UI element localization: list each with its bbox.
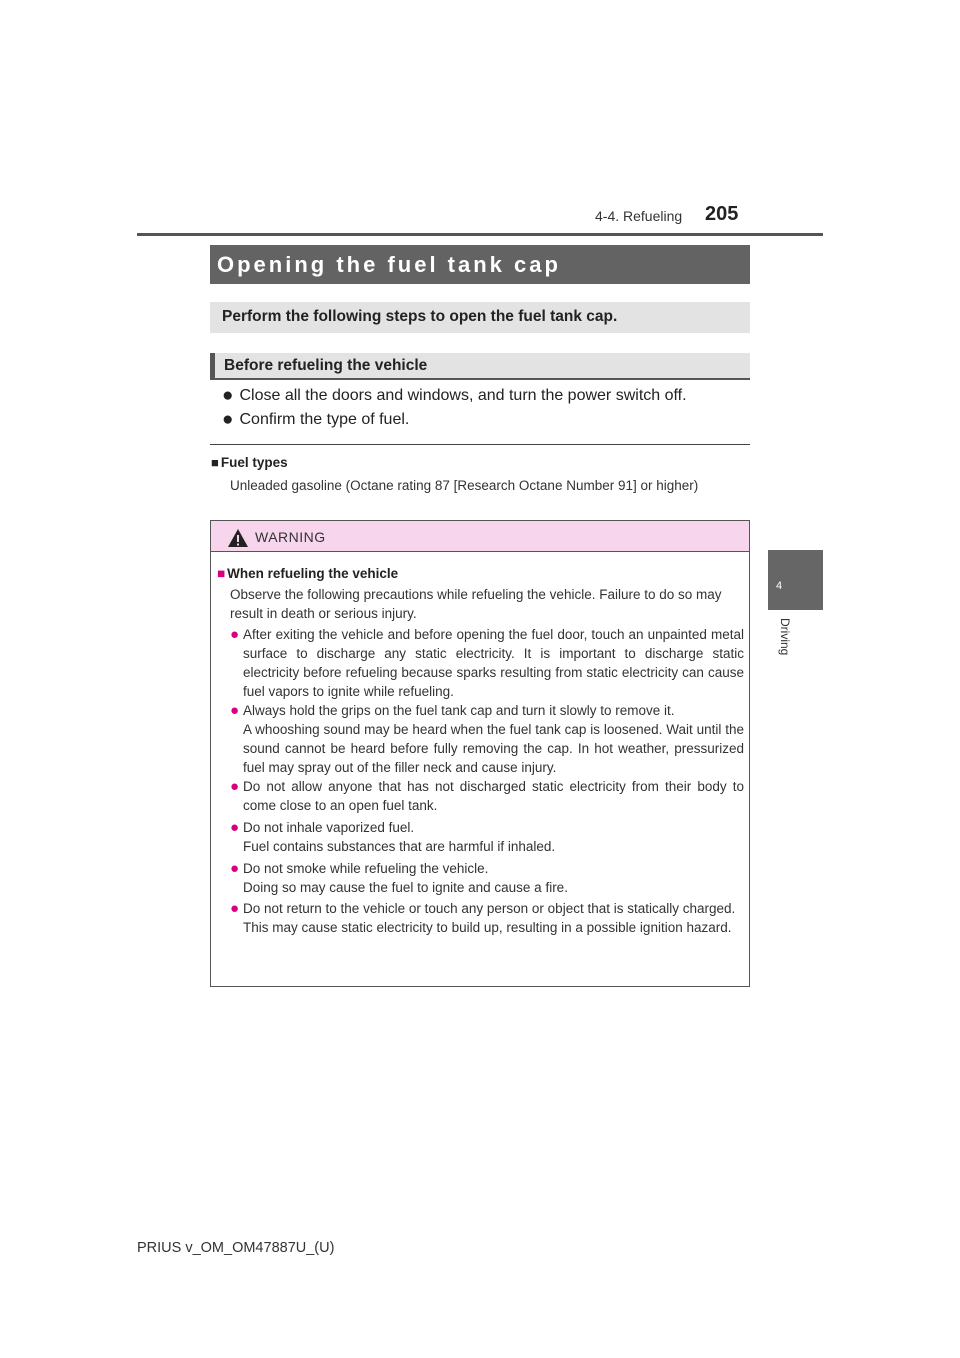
bullet-dot-icon: ● [230,819,240,836]
header-section: 4-4. Refueling [595,208,683,224]
header-rule [137,233,823,236]
warning-triangle-icon [227,528,249,548]
bullet-dot-icon: ● [230,778,240,795]
warning-label: WARNING [255,529,326,545]
bullet-dot-icon: ● [222,409,234,430]
bullet-dot-icon: ● [222,385,234,406]
warning-item: ● Do not smoke while refueling the vehicle. Doing so may cause the fuel to ignite and cause a fire. [230,860,568,895]
page-title: Opening the fuel tank cap [210,245,750,284]
bullet-dot-icon: ● [230,860,240,877]
bullet-text: Confirm the type of fuel. [239,410,410,428]
warning-heading: ■ When refueling the vehicle [217,566,399,581]
square-bullet-icon: ■ [217,566,226,581]
square-bullet-icon: ■ [211,455,219,470]
page-number: 205 [705,203,739,225]
warning-box [210,520,750,987]
warning-intro: Observe the following precautions while refueling the vehicle. Failure to do so may result in death or serious injury. [230,587,722,621]
subheading: Before refueling the vehicle [210,353,750,380]
warning-bar [211,521,749,552]
warning-item: ● Do not allow anyone that has not discharged static electricity from their body to come close to an open fuel tank. [230,778,744,813]
bullet-dot-icon: ● [230,626,240,643]
bullet-item [222,410,409,429]
section-divider [210,444,750,445]
bullet-dot-icon: ● [230,900,240,917]
fuel-types-text: Unleaded gasoline (Octane rating 87 [Research Octane Number 91] or higher) [230,478,699,493]
bullet-dot-icon: ● [230,702,240,719]
side-tab-number: 4 [776,580,783,592]
warning-item: ● Do not return to the vehicle or touch any person or object that is statically charged. This may cause static electricity to build up, resulting in a possible ignition hazard. [230,900,736,935]
footer-doc-id: PRIUS v_OM_OM47887U_(U) [137,1240,335,1256]
fuel-types-heading: ■ Fuel types [211,455,288,470]
intro-box: Perform the following steps to open the fuel tank cap. [210,302,750,333]
warning-item: ● After exiting the vehicle and before opening the fuel door, touch an unpainted metal surface to discharge any static electricity. It is important to discharge static electricity before refueling because sparks resulting from static electricity can cause fuel vapors to ignite while refueling. [230,626,744,699]
side-tab-label: Driving [778,618,792,656]
bullet-text: Close all the doors and windows, and turn the power switch off. [239,386,687,404]
warning-item: ● Do not inhale vaporized fuel. Fuel contains substances that are harmful if inhaled. [230,819,556,854]
warning-item: ● Always hold the grips on the fuel tank cap and turn it slowly to remove it. A whooshing sound may be heard when the fuel tank cap is loosened. Wait until the sound cannot be heard before fully removing the cap. In hot weather, pressurized fuel may spray out of the filler neck and cause injury. [230,702,744,775]
bullet-item [222,386,687,405]
